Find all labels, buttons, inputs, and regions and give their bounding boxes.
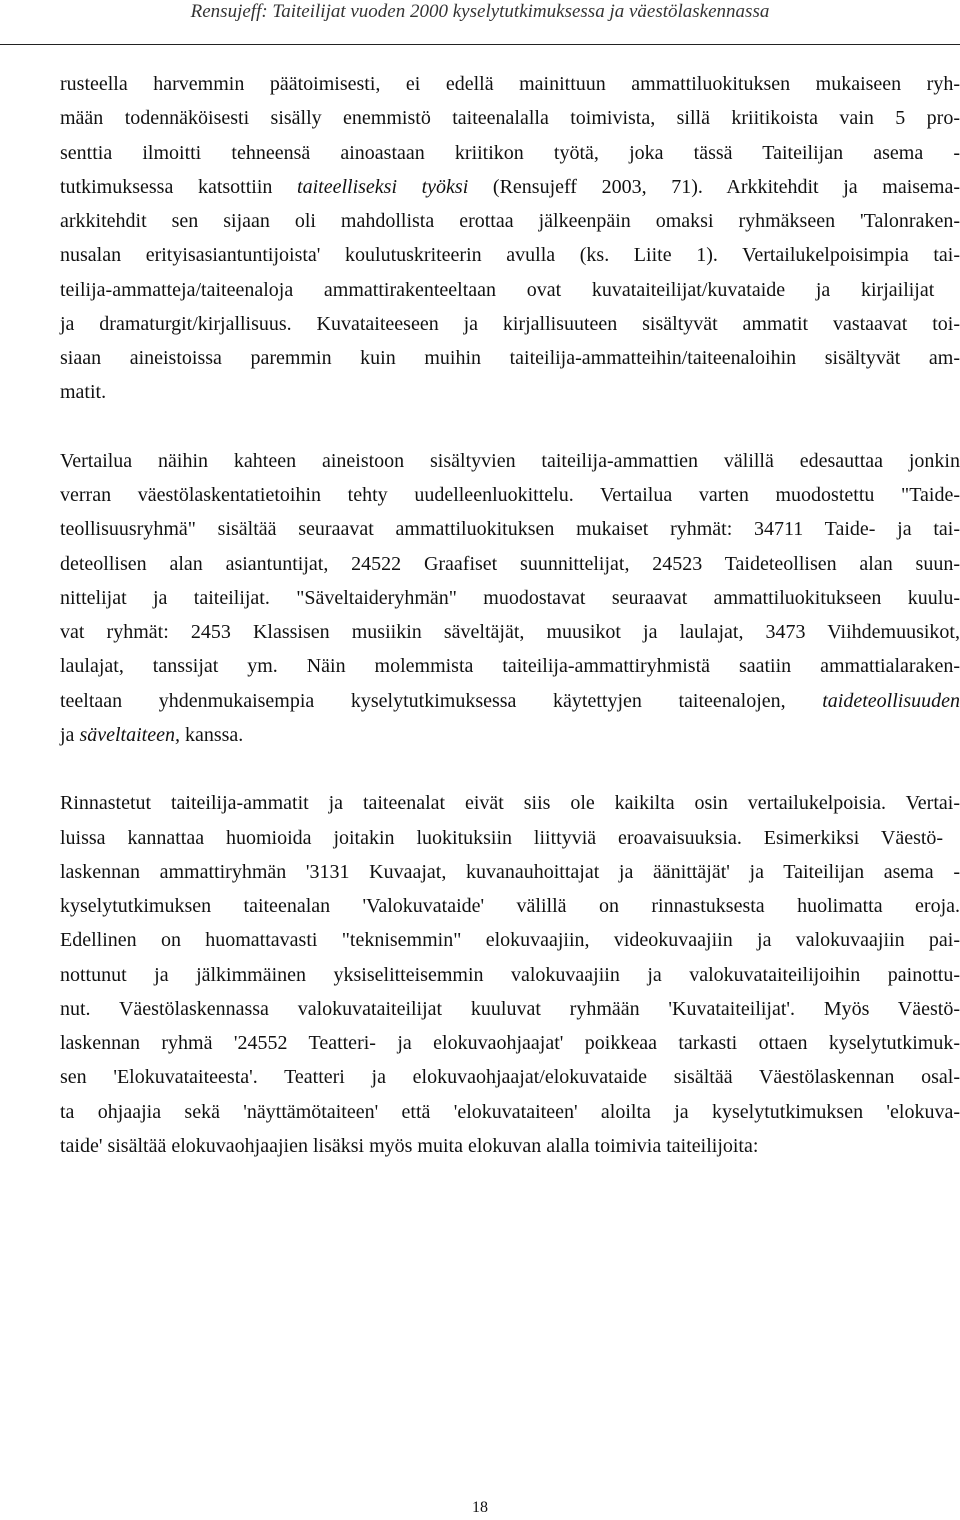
text-run: senttia ilmoitti tehneensä ainoastaan kriitikon työtä, joka tässä Taiteilijan asema - bbox=[60, 141, 960, 164]
text-line bbox=[60, 238, 960, 272]
text-line bbox=[60, 992, 960, 1026]
text-run: kanssa. bbox=[179, 723, 244, 746]
text-run: nusalan erityisasiantuntijoista' koulutuskriteerin avulla (ks. Liite 1). Vertailukelpoisimpia tai- bbox=[60, 244, 960, 267]
text-run: Rinnastetut taiteilija-ammatit ja taiteenalat eivät siis ole kaikilta osin vertailukelpoisia. Vertai- bbox=[60, 792, 960, 815]
text-line bbox=[60, 821, 960, 855]
text-run: ta ohjaajia sekä 'näyttämötaiteen' että 'elokuvataiteen' aloilta ja kyselytutkimuksen 'elokuva- bbox=[60, 1100, 960, 1123]
text-line bbox=[60, 1129, 960, 1163]
text-line bbox=[60, 273, 960, 307]
text-run: ja bbox=[60, 723, 80, 746]
text-line bbox=[60, 512, 960, 546]
text-line bbox=[60, 786, 960, 820]
body-text bbox=[60, 67, 960, 1163]
text-run: nittelijat ja taiteilijat. "Säveltaideryhmän" muodostavat seuraavat ammattiluokitukseen kuulu- bbox=[60, 586, 960, 609]
text-line bbox=[60, 136, 960, 170]
text-run: taide' sisältää elokuvaohjaajien lisäksi myös muita elokuvan alalla toimivia taiteilijoita: bbox=[60, 1134, 759, 1157]
text-run: laskennan ryhmä '24552 Teatteri- ja elokuvaohjaajat' poikkeaa tarkasti ottaen kyselytutkimuk- bbox=[60, 1032, 960, 1054]
text-run: teeltaan yhdenmukaisempia kyselytutkimuksessa käytettyjen taiteenalojen, bbox=[60, 689, 823, 712]
text-run: kyselytutkimuksen taiteenalan 'Valokuvataide' välillä on rinnastuksesta huolimatta eroja. bbox=[60, 895, 960, 917]
paragraph-gap bbox=[60, 752, 960, 786]
text-line bbox=[60, 958, 960, 992]
text-line bbox=[60, 1060, 960, 1094]
text-line bbox=[60, 855, 960, 889]
italic-text: taiteelliseksi työksi bbox=[297, 175, 469, 198]
text-run: rusteella harvemmin päätoimisesti, ei edellä mainittuun ammattiluokituksen mukaiseen ryh- bbox=[60, 73, 960, 95]
text-line bbox=[60, 889, 960, 923]
text-line bbox=[60, 375, 960, 409]
text-run: mään todennäköisesti sisälly enemmistö taiteenalalla toimivista, sillä kriitikoista vain 5 pro- bbox=[60, 107, 960, 130]
text-line bbox=[60, 684, 960, 718]
header-text: Rensujeff: Taiteilijat vuoden 2000 kyselytutkimuksessa ja väestölaskennassa bbox=[190, 1, 770, 22]
text-line bbox=[60, 170, 960, 204]
paragraph-gap bbox=[60, 410, 960, 444]
page-number: 18 bbox=[472, 1499, 488, 1516]
text-run: Vertailua näihin kahteen aineistoon sisältyvien taiteilija-ammattien välillä edesauttaa jonkin bbox=[60, 449, 960, 472]
paragraph bbox=[60, 67, 960, 410]
header-rule bbox=[0, 44, 960, 45]
text-run: arkkitehdit sen sijaan oli mahdollista erottaa jälkeenpäin omaksi ryhmäkseen 'Talonraken- bbox=[60, 210, 960, 232]
text-run: nut. Väestölaskennassa valokuvataiteilijat kuuluvat ryhmään 'Kuvataiteilijat'. Myös Väestö- bbox=[60, 997, 960, 1020]
text-run: matit. bbox=[60, 381, 107, 404]
text-line bbox=[60, 718, 960, 752]
text-line bbox=[60, 101, 960, 135]
text-run: siaan aineistoissa paremmin kuin muihin taiteilija-ammatteihin/taiteenaloihin sisältyvät am- bbox=[60, 347, 960, 369]
paragraph bbox=[60, 786, 960, 1163]
text-run: teilija-ammatteja/taiteenaloja ammattirakenteeltaan ovat kuvataiteilijat/kuvataide ja kirjailijat bbox=[60, 278, 935, 301]
text-line bbox=[60, 341, 960, 375]
italic-text: säveltaiteen, bbox=[79, 723, 180, 746]
text-line bbox=[60, 307, 960, 341]
text-run: nottunut ja jälkimmäinen yksiselitteisemmin valokuvaajiin ja valokuvataiteilijoihin painottu- bbox=[60, 963, 960, 986]
text-run: teollisuusryhmä" sisältää seuraavat ammattiluokituksen mukaiset ryhmät: 34711 Taide- ja tai- bbox=[60, 518, 960, 541]
text-line bbox=[60, 478, 960, 512]
text-run: tutkimuksessa katsottiin bbox=[60, 175, 298, 198]
text-run: laulajat, tanssijat ym. Näin molemmista taiteilija-ammattiryhmistä saatiin ammattialaraken- bbox=[60, 655, 960, 678]
text-line bbox=[60, 649, 960, 683]
running-header bbox=[0, 0, 960, 44]
text-run: deteollisen alan asiantuntijat, 24522 Graafiset suunnittelijat, 24523 Taideteollisen alan suun- bbox=[60, 552, 960, 575]
text-line bbox=[60, 1026, 960, 1060]
text-run: ja dramaturgit/kirjallisuus. Kuvataiteeseen ja kirjallisuuteen sisältyvät ammatit vastaavat toi- bbox=[60, 312, 960, 335]
text-line bbox=[60, 615, 960, 649]
text-line bbox=[60, 923, 960, 957]
text-line bbox=[60, 581, 960, 615]
text-line bbox=[60, 547, 960, 581]
text-run: laskennan ammattiryhmän '3131 Kuvaajat, kuvanauhoittajat ja äänittäjät' ja Taiteilijan asema - bbox=[60, 860, 960, 883]
italic-text: taideteollisuuden bbox=[822, 689, 960, 712]
paragraph bbox=[60, 444, 960, 752]
text-run: (Rensujeff 2003, 71). Arkkitehdit ja maisema- bbox=[468, 175, 960, 198]
text-run: verran väestölaskentatietoihin tehty uudelleenluokittelu. Vertailua varten muodostettu "Taide- bbox=[60, 484, 960, 506]
text-line bbox=[60, 1095, 960, 1129]
text-run: sen 'Elokuvataiteesta'. Teatteri ja elokuvaohjaajat/elokuvataide sisältää Väestölaskennan osal- bbox=[60, 1066, 960, 1089]
text-line bbox=[60, 444, 960, 478]
text-line bbox=[60, 204, 960, 238]
text-run: Edellinen on huomattavasti "teknisemmin" elokuvaajiin, videokuvaajiin ja valokuvaajiin pai- bbox=[60, 929, 960, 952]
text-run: vat ryhmät: 2453 Klassisen musiikin säveltäjät, muusikot ja laulajat, 3473 Viihdemuusikot, bbox=[60, 621, 960, 643]
text-line bbox=[60, 67, 960, 101]
text-run: luissa kannattaa huomioida joitakin luokituksiin liittyviä eroavaisuuksia. Esimerkiksi Väestö- bbox=[60, 826, 944, 849]
